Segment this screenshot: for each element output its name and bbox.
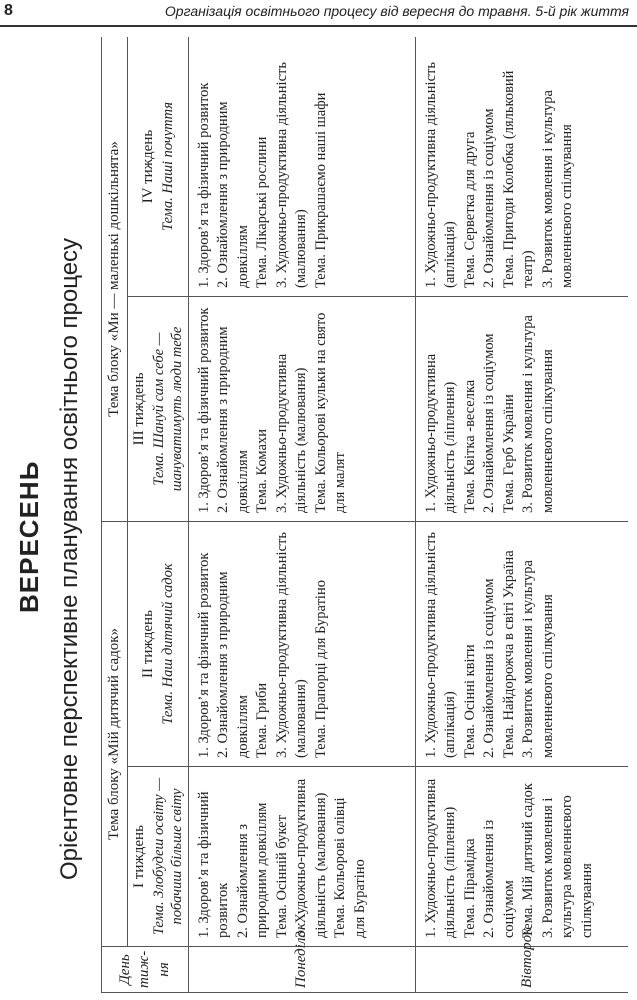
activity-line: 1. Здоров’я та фізичний розвиток — [195, 307, 212, 513]
activity-line: Тема. Осінній букет — [273, 815, 290, 938]
week-header-2 — [128, 522, 189, 767]
activity-line: Тема. Прикрашаємо наші шафи — [312, 92, 329, 288]
week-label: I тиждень — [131, 825, 147, 888]
week-header-4 — [128, 37, 189, 297]
activity-line: Тема. Комахи — [254, 429, 270, 513]
activity-line: 1. Художньо-продуктивна діяльність (ліплення) — [422, 778, 458, 938]
activity-cell — [415, 37, 628, 297]
activity-line: 2. Ознайомлення із соціумом — [481, 578, 497, 758]
activity-line: 2. Ознайомлення з природним довкіллям — [215, 571, 251, 758]
day-name: Вівторок — [519, 927, 536, 988]
activity-line: 1. Здоров’я та фізичний розвиток — [195, 552, 212, 758]
activity-line: Тема. Гриби — [254, 682, 270, 758]
week-label: IV тиждень — [140, 129, 156, 204]
page-number: 8 — [4, 2, 13, 19]
week-theme: Тема. Шануй сам себе — шануватимуть люди тебе — [150, 326, 185, 492]
activity-line: 1. Художньо-продуктивна діяльність (аплікація) — [422, 62, 458, 288]
planning-table-frame — [101, 37, 628, 993]
block-title: Тема блоку «Мій дитячий садок» — [105, 627, 122, 841]
activity-line: 3. Розвиток мовлення і культура мовленнєвого спілкування — [520, 315, 556, 513]
activity-line: Тема. Герб України — [500, 394, 517, 513]
activity-cell — [415, 767, 628, 947]
table-row — [415, 37, 628, 993]
activity-line: Тема. Пірамідка — [461, 838, 478, 938]
month-heading: ВЕРЕСЕНЬ — [14, 460, 44, 613]
activity-line: Тема. Прапорці для Буратіно — [312, 580, 329, 758]
activity-line: Тема. Серветка для друга — [461, 131, 478, 288]
week-theme: Тема. Наш дитячий садок — [159, 563, 176, 725]
activity-line: Тема. Лікарські рослини — [254, 136, 270, 288]
week-theme: Тема. Наші почуття — [159, 101, 176, 232]
activity-line: 3. Художньо-продуктивна діяльність (малювання) — [273, 353, 309, 513]
activity-line: 1. Здоров’я та фізичний розвиток — [195, 82, 212, 288]
activity-line: 3. Розвиток мовлення і культура мовленнєвого спілкування — [520, 560, 556, 758]
activity-cell — [188, 37, 415, 297]
activity-line: 3. Розвиток мовлення і культура мовленнєвого спілкування — [539, 795, 595, 938]
activity-line: 3. Розвиток мовлення і культура мовленнєвого спілкування — [539, 90, 575, 288]
activity-line: Тема. Мій дитячий садок — [520, 783, 536, 938]
running-title: Організація освітнього процесу від вересня до травня. 5-й рік життя — [164, 3, 629, 19]
activity-line: 2. Ознайомлення з природним довкіллям — [215, 101, 251, 288]
activity-line: Тема. Кольорові кульки на свято для малят — [312, 312, 348, 513]
activity-line: Тема. Кольорові олівці для Буратіно — [332, 797, 368, 938]
day-cell — [415, 927, 628, 993]
week-label: II тиждень — [140, 610, 156, 678]
activity-line: 2. Ознайомлення із соціумом — [481, 108, 497, 288]
activity-line: 3. Художньо-продуктивна діяльність (малювання) — [293, 778, 329, 938]
block-title: Тема блоку «Ми — маленькі дошкільнята» — [105, 141, 122, 417]
week-header-3 — [128, 297, 189, 522]
header-rule — [0, 25, 637, 27]
plan-subtitle: Орієнтовне перспективне планування освітнього процесу — [56, 237, 83, 880]
page-header — [0, 0, 637, 26]
week-header-1 — [128, 767, 189, 947]
day-name: Понеділок — [292, 922, 309, 988]
activity-line: 2. Ознайомлення із соціумом — [481, 333, 497, 513]
week-label: III тиждень — [131, 372, 147, 446]
activity-cell — [415, 522, 628, 767]
activity-line: 2. Ознайомлення з природним довкіллям — [215, 326, 251, 513]
activity-cell — [188, 522, 415, 767]
activity-line: 2. Ознайомлення з природним довкіллям — [234, 802, 270, 938]
block-header-1 — [102, 522, 128, 947]
activity-line: 1. Здоров’я та фізичний розвиток — [195, 791, 231, 938]
activity-cell — [188, 767, 415, 947]
table-row — [188, 37, 415, 993]
block-header-2 — [102, 37, 128, 522]
activity-line: Тема. Найдорожча в світі Україна — [500, 550, 517, 758]
activity-line: 1. Художньо-продуктивна діяльність (аплікація) — [422, 532, 458, 758]
activity-line: Тема. Пригоди Колобка (ляльковий театр) — [500, 70, 536, 288]
activity-line: Тема. Квітка -веселка — [461, 379, 478, 513]
activity-cell — [415, 297, 628, 522]
activity-cell — [188, 297, 415, 522]
activity-line: 2. Ознайомлення із соціумом — [481, 819, 517, 938]
planning-table — [101, 37, 628, 993]
activity-line: 3. Художньо-продуктивна діяльність (малювання) — [273, 532, 309, 758]
activity-line: 3. Художньо-продуктивна діяльність (малювання) — [273, 62, 309, 288]
activity-line: Тема. Осінні квіти — [461, 644, 478, 758]
day-column-header — [102, 947, 189, 993]
week-theme: Тема. Злобудеш освіту — побачиш більше світу — [150, 777, 185, 936]
day-cell — [188, 922, 415, 993]
day-header-label: День тиж-ня — [116, 950, 172, 988]
activity-line: 1. Художньо-продуктивна діяльність (ліплення) — [422, 353, 458, 513]
